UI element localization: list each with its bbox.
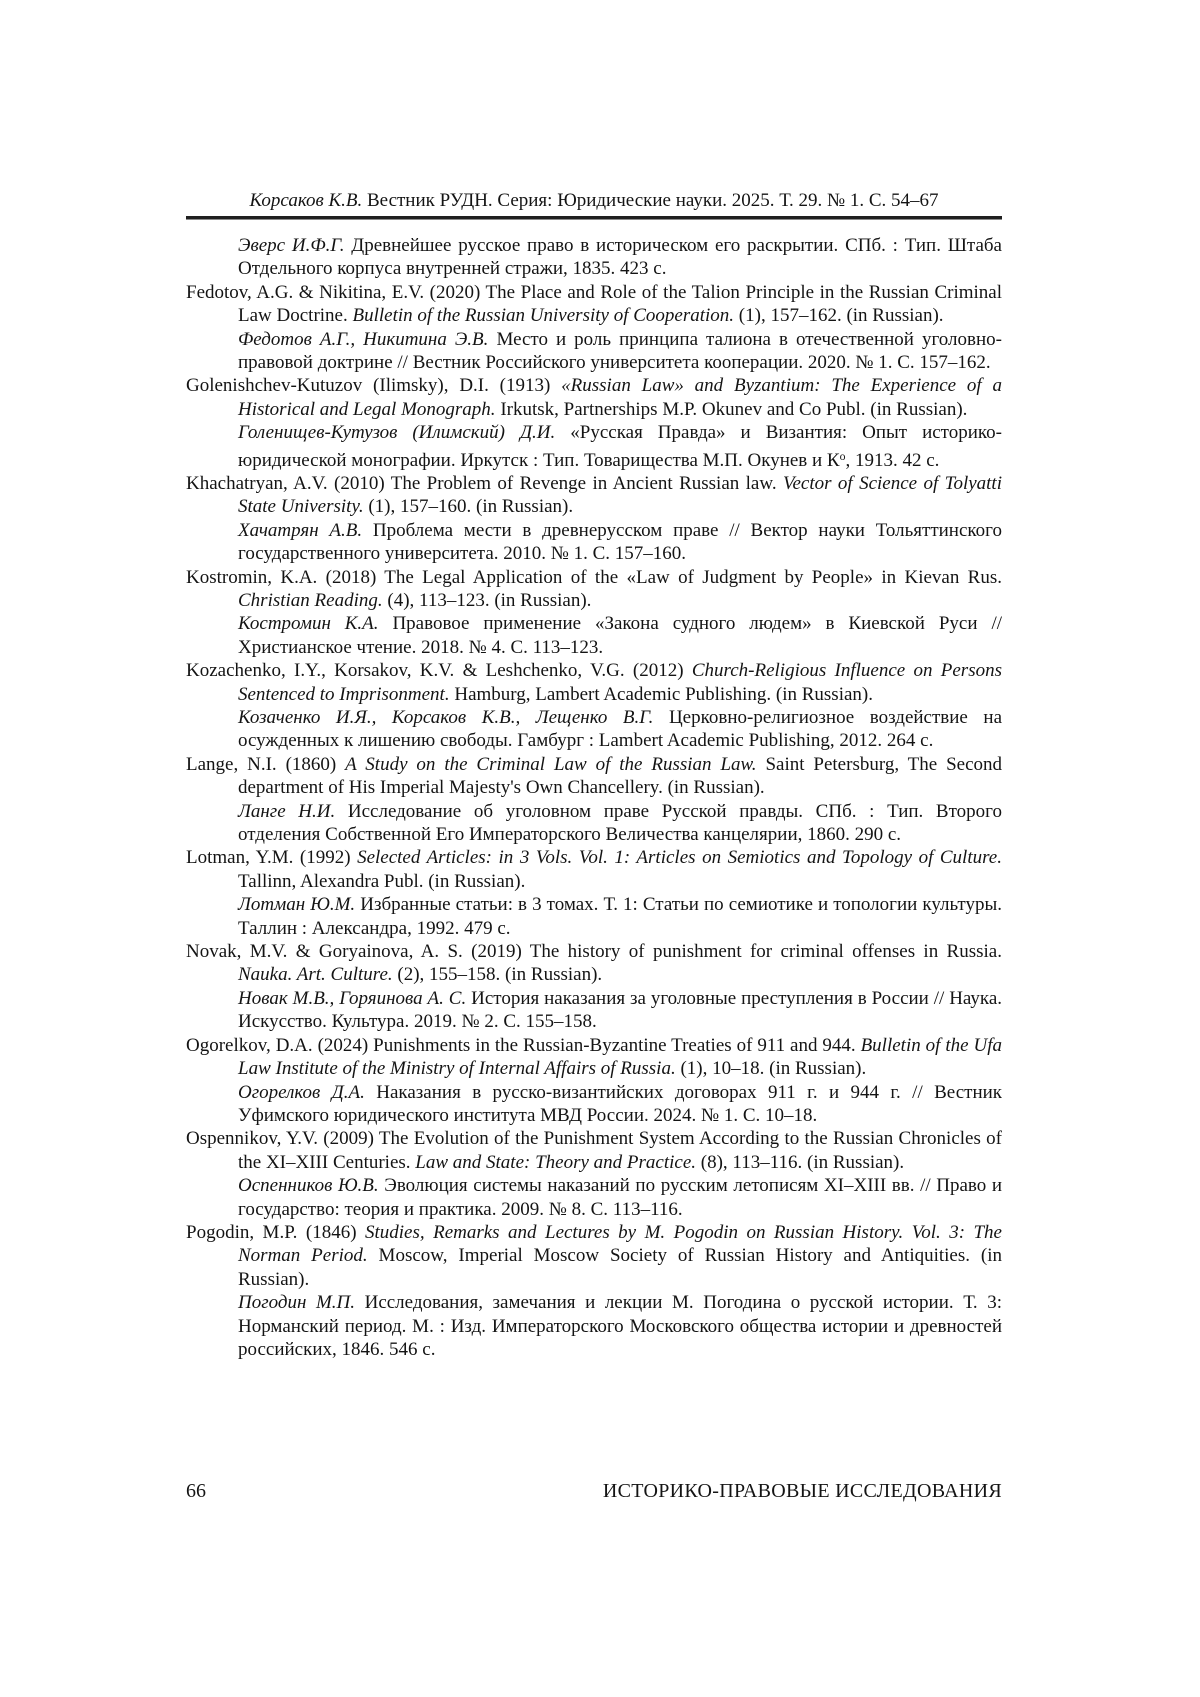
reference-text-run: Ланге Н.И. bbox=[238, 800, 336, 822]
reference-text-run: A Study on the Criminal Law of the Russian Law. bbox=[345, 753, 757, 775]
reference-entry-ogorelkov-ru bbox=[238, 1081, 1002, 1128]
reference-text-run: Голенищев-Кутузов (Илимский) Д.И. bbox=[238, 422, 556, 444]
reference-text-run: Lotman, Y.M. (1992) bbox=[186, 847, 358, 869]
reference-text-run: Ospennikov, Y.V. (2009) The Evolution of the Punishment System According to the Russian Chronicles of the XI–XIII Centuries. bbox=[186, 1128, 1002, 1173]
running-header bbox=[186, 190, 1002, 212]
reference-text-run: Ogorelkov, D.A. (2024) Punishments in the Russian-Byzantine Treaties of 911 and 944. bbox=[186, 1034, 861, 1056]
reference-text-run: Погодин М.П. bbox=[238, 1292, 356, 1314]
reference-text-run: Vector of Science of Tolyatti State University. bbox=[238, 472, 1002, 518]
reference-entry-novak-en bbox=[186, 940, 1002, 987]
reference-text-run: Оспенников Ю.В. bbox=[238, 1175, 379, 1197]
reference-text-run: Lange, N.I. (1860) bbox=[186, 753, 346, 775]
reference-text-run: Kostromin, K.A. (2018) The Legal Application of the «Law of Judgment by People» in Kievan Rus. bbox=[186, 566, 1002, 588]
reference-text-run: Selected Articles: in 3 Vols. Vol. 1: Articles on Semiotics and Topology of Culture. bbox=[357, 847, 1002, 869]
reference-text-run: Исследования, замечания и лекции М. Погодина о русской истории. Т. 3: Норманский период. М. : Изд. Императорского Московского общества истории и древностей российских, 1846. 546 с. bbox=[238, 1292, 1003, 1360]
reference-entry-lange-ru bbox=[238, 800, 1002, 847]
reference-text-run: «Русская Правда» и Византия: Опыт историко-юридической монографии. Иркутск : Тип. Товарищества М.П. Окунев и К bbox=[238, 422, 1002, 471]
reference-entry-lange-en bbox=[186, 753, 1002, 800]
reference-text-run: Новак М.В., Горяинова А. С. bbox=[238, 987, 467, 1009]
reference-text-run: (1), 157–162. (in Russian). bbox=[734, 305, 944, 327]
reference-entry-golenishchev-ru bbox=[238, 421, 1002, 472]
running-header-citation: Вестник РУДН. Серия: Юридические науки. 2025. Т. 29. № 1. С. 54–67 bbox=[362, 190, 939, 211]
footer-section-title: ИСТОРИКО-ПРАВОВЫЕ ИССЛЕДОВАНИЯ bbox=[602, 1480, 1002, 1502]
reference-text-run: Проблема мести в древнерусском праве // Вектор науки Тольяттинского государственного университета. 2010. № 1. С. 157–160. bbox=[238, 519, 1002, 565]
reference-text-run: Козаченко И.Я., Корсаков К.В., Лещенко В.Г. bbox=[238, 707, 654, 728]
reference-entry-pogodin-ru bbox=[238, 1291, 1002, 1361]
header-rule bbox=[186, 216, 1002, 220]
reference-text-run: Fedotov, A.G. & Nikitina, E.V. (2020) The Place and Role of the Talion Principle in the Russian Criminal Law Doctrine. bbox=[186, 281, 1002, 327]
reference-text-run: (8), 113–116. (in Russian). bbox=[696, 1151, 905, 1173]
reference-text-run: Studies, Remarks and Lectures by M. Pogodin on Russian History. Vol. 3: The Norman Period. bbox=[238, 1221, 1002, 1267]
reference-text-run: Федотов А.Г., Никитина Э.В. bbox=[238, 328, 489, 350]
reference-text-run: Эверс И.Ф.Г. bbox=[238, 235, 345, 256]
reference-text-run: Tallinn, Alexandra Publ. (in Russian). bbox=[238, 870, 526, 892]
reference-entry-evers-ru bbox=[238, 234, 1002, 281]
reference-entry-khachatryan-en bbox=[186, 472, 1002, 519]
reference-text-run: (1), 10–18. (in Russian). bbox=[675, 1058, 867, 1080]
reference-text-run: Saint Petersburg, The Second department of His Imperial Majesty's Own Chancellery. (in Russian). bbox=[238, 753, 1003, 799]
reference-entry-kozachenko-ru bbox=[238, 706, 1002, 753]
reference-text-run: Хачатрян А.В. bbox=[238, 519, 363, 541]
reference-text-run: Огорелков Д.А. bbox=[238, 1081, 365, 1103]
reference-entry-lotman-ru bbox=[238, 893, 1002, 940]
reference-text-run: (4), 113–123. (in Russian). bbox=[382, 589, 592, 611]
reference-entry-kozachenko-en bbox=[186, 659, 1002, 706]
reference-text-run: Правовое применение «Закона судного людем» в Киевской Руси // Христианское чтение. 2018. № 4. С. 113–123. bbox=[238, 613, 1002, 658]
reference-entry-fedotov-en bbox=[186, 281, 1002, 328]
reference-entry-ogorelkov-en bbox=[186, 1034, 1002, 1081]
reference-text-run: Эволюция системы наказаний по русским летописям XI–XIII вв. // Право и государство: теория и практика. 2009. № 8. С. 113–116. bbox=[238, 1175, 1002, 1220]
reference-list bbox=[186, 234, 1002, 1361]
reference-text-run: Наказания в русско-византийских договорах 911 г. и 944 г. // Вестник Уфимского юридического института МВД России. 2024. № 1. С. 10–18. bbox=[238, 1081, 1003, 1126]
reference-text-run: Костромин К.А. bbox=[238, 613, 379, 635]
reference-entry-pogodin-en bbox=[186, 1221, 1002, 1291]
reference-text-run: (1), 157–160. (in Russian). bbox=[363, 496, 574, 518]
reference-text-run: Christian Reading. bbox=[238, 589, 383, 611]
reference-text-run: Bulletin of the Russian University of Cooperation. bbox=[352, 305, 735, 327]
reference-text-run: Избранные статьи: в 3 томах. Т. 1: Статьи по семиотике и топологии культуры. Таллин : Александра, 1992. 479 с. bbox=[238, 894, 1002, 939]
reference-text-run: Moscow, Imperial Moscow Society of Russian History and Antiquities. (in Russian). bbox=[238, 1245, 1003, 1290]
reference-entry-kostromin-en bbox=[186, 566, 1002, 613]
reference-text-run: Church-Religious Influence on Persons Sentenced to Imprisonment. bbox=[238, 660, 1002, 705]
reference-text-run: Лотман Ю.М. bbox=[238, 894, 356, 916]
reference-entry-ospennikov-en bbox=[186, 1127, 1002, 1174]
reference-text-run: , 1913. 42 с. bbox=[845, 449, 940, 471]
reference-text-run: (2), 155–158. (in Russian). bbox=[392, 964, 603, 986]
reference-text-run: Novak, M.V. & Goryainova, A. S. (2019) The history of punishment for criminal offenses in Russia. bbox=[186, 941, 1002, 963]
reference-text-run: Исследование об уголовном праве Русской правды. СПб. : Тип. Второго отделения Собственной Его Императорского Величества канцелярии, 1860. 290 с. bbox=[238, 800, 1002, 846]
reference-entry-novak-ru bbox=[238, 987, 1002, 1034]
reference-text-run: Pogodin, M.P. (1846) bbox=[186, 1221, 365, 1243]
reference-text-run: Irkutsk, Partnerships M.P. Okunev and Co Publ. (in Russian). bbox=[495, 398, 968, 420]
reference-text-run: Hamburg, Lambert Academic Publishing. (in Russian). bbox=[449, 683, 873, 705]
reference-text-run: Древнейшее русское право в историческом его раскрытии. СПб. : Тип. Штаба Отдельного корпуса внутренней стражи, 1835. 423 с. bbox=[238, 235, 1002, 280]
reference-text-run: Law and State: Theory and Practice. bbox=[415, 1151, 697, 1173]
reference-entry-lotman-en bbox=[186, 846, 1002, 893]
reference-entry-kostromin-ru bbox=[238, 612, 1002, 659]
reference-text-run: Kozachenko, I.Y., Korsakov, K.V. & Leshchenko, V.G. (2012) bbox=[186, 660, 692, 682]
reference-text-run: о bbox=[839, 449, 846, 463]
reference-text-run: Bulletin of the Ufa Law Institute of the Ministry of Internal Affairs of Russia. bbox=[238, 1034, 1002, 1080]
page-number: 66 bbox=[186, 1480, 206, 1502]
reference-text-run: История наказания за уголовные преступления в России // Наука. Искусство. Культура. 2019. № 2. С. 155–158. bbox=[238, 987, 1003, 1033]
reference-text-run: Khachatryan, A.V. (2010) The Problem of Revenge in Ancient Russian law. bbox=[186, 472, 783, 494]
reference-text-run: Место и роль принципа талиона в отечественной уголовно-правовой доктрине // Вестник Российского университета кооперации. 2020. № 1. С. 157–162. bbox=[238, 328, 1002, 374]
reference-text-run: «Russian Law» and Byzantium: The Experience of a Historical and Legal Monograph. bbox=[238, 375, 1002, 420]
reference-entry-ospennikov-ru bbox=[238, 1174, 1002, 1221]
reference-text-run: Golenishchev-Kutuzov (Ilimsky), D.I. (1913) bbox=[186, 375, 562, 397]
reference-text-run: Nauka. Art. Culture. bbox=[238, 964, 393, 986]
running-header-author: Корсаков К.В. bbox=[249, 190, 363, 211]
reference-entry-khachatryan-ru bbox=[238, 519, 1002, 566]
reference-entry-golenishchev-en bbox=[186, 374, 1002, 421]
reference-entry-fedotov-ru bbox=[238, 328, 1002, 375]
reference-text-run: Церковно-религиозное воздействие на осужденных к лишению свободы. Гамбург : Lambert Academic Publishing, 2012. 264 с. bbox=[238, 707, 1003, 752]
